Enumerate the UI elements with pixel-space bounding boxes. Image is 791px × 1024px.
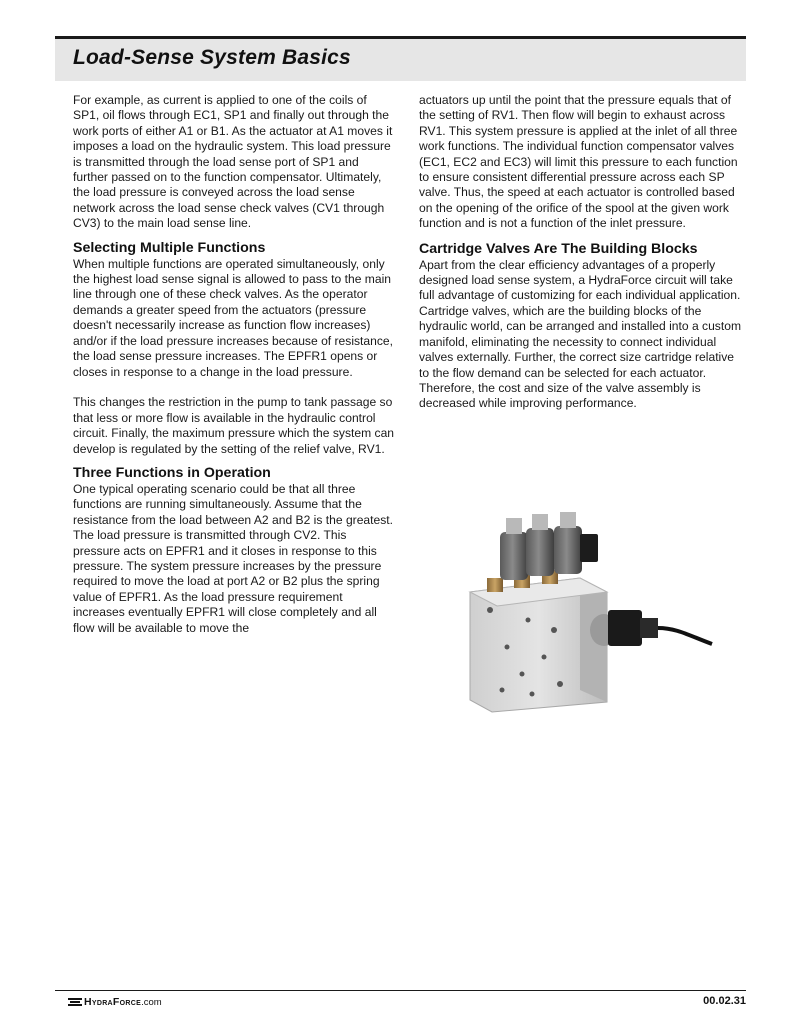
hydraforce-logo-icon: [68, 997, 82, 1007]
footer-rule: [55, 990, 746, 991]
footer-logo: [68, 996, 162, 1008]
right-column: [419, 93, 741, 412]
valve-manifold-photo: [462, 512, 717, 717]
paragraph-cartridge-valves: Apart from the clear efficiency advantages of a properly designed load sense system, a HydraForce circuit will take full advantage of customizing for each individual application. Cartridge valves, which are the building blocks of the hydraulic world, can be arranged and installed into a custom manifold, eliminating the necessity to connect individual valves externally. Further, the correct size cartridge relative to the flow demand can be selected for each actuator. Therefore, the cost and size of the valve assembly is decreased while improving performance.: [419, 257, 742, 411]
intro-paragraph: For example, as current is applied to one of the coils of SP1, oil flows through EC1, SP1 and finally out through the work ports of either A1 or B1. As the actuator at A1 moves it imposes a load on the hydraulic system. This load pressure is transmitted through the load sense port of SP1 and further passed on to the function compensator. Ultimately, the load pressure is conveyed across the load sense network across the load sense check valves (CV1 through CV3) to the main load sense line.: [73, 93, 393, 231]
page-title: Load-Sense System Basics: [73, 46, 351, 69]
page-number: 00.02.31: [703, 995, 746, 1007]
continuation-paragraph: actuators up until the point that the pressure equals that of the setting of RV1. Then flow will begin to exhaust across RV1. This system pressure is applied at the inlet of all three work functions. The individual function compensator valves (EC1, EC2 and EC3) will limit this pressure to each function to ensure consistent differential pressure across each SP valve. Thus, the speed at each actuator is controlled based on the opening of the orifice of the spool at the given work function and is not a function of the inlet pressure.: [419, 93, 738, 231]
heading-selecting-multiple-functions: Selecting Multiple Functions: [73, 239, 266, 256]
brand-domain: .com: [141, 996, 162, 1008]
heading-cartridge-valves: Cartridge Valves Are The Building Blocks: [419, 240, 698, 257]
left-column: [73, 93, 395, 636]
paragraph-multiple-functions: When multiple functions are operated simultaneously, only the highest load sense signal is allowed to pass to the main line through one of these check valves. As the operator demands a greater speed from the actuators (pressure doesn't necessarily increase as function flow increases) and/or if the load pressure increases because of resistance, the load sense pressure increases. The EPFR1 opens or closes in response to a change in the load pressure.: [73, 256, 393, 379]
heading-three-functions: Three Functions in Operation: [73, 464, 271, 481]
brand-name: HydraForce: [84, 996, 142, 1008]
paragraph-restriction: This changes the restriction in the pump to tank passage so that less or more flow is available in the hydraulic control circuit. Finally, the maximum pressure which the system can develop is regulated by the setting of the relief valve, RV1.: [73, 395, 395, 456]
paragraph-three-functions: One typical operating scenario could be that all three functions are running simultaneously. Assume that the resistance from the load between A2 and B2 is the greatest. The load pressure is transmitted through CV2. This pressure acts on EPFR1 and it closes in response to this pressure. The system pressure increases by the pressure required to move the load at port A2 or B2 plus the spring value of EPFR1. As the load pressure requirement increases eventually EPFR1 will close completely and all flow will be available to move the: [73, 481, 394, 635]
